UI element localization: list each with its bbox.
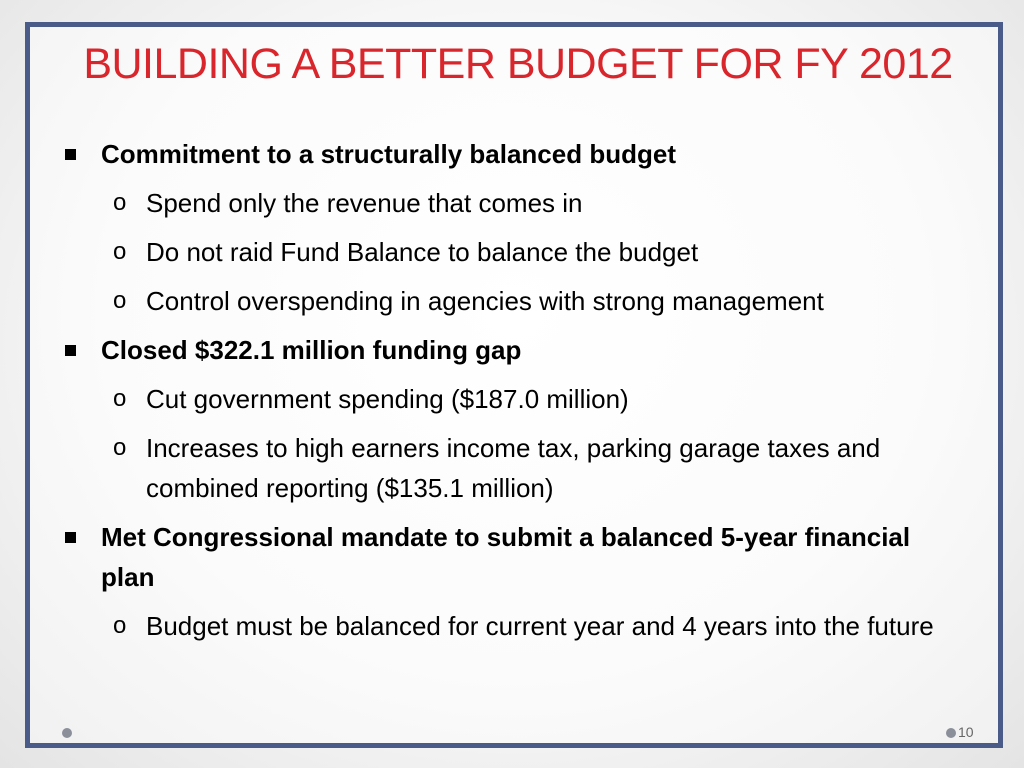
sub-bullet-text: Increases to high earners income tax, parking garage taxes and combined reporting ($135.1 million) [146, 433, 881, 503]
square-bullet-icon [65, 345, 76, 356]
circle-bullet-icon: o [113, 612, 127, 639]
square-bullet-icon [65, 149, 76, 160]
sub-bullet-text: Do not raid Fund Balance to balance the budget [146, 237, 699, 267]
circle-bullet-icon: o [113, 434, 127, 461]
square-bullet-icon [65, 532, 76, 543]
bullet-list [0, 134, 1024, 655]
bullet-item [0, 134, 1024, 174]
circle-bullet-icon: o [113, 287, 127, 314]
bullet-text: Commitment to a structurally balanced budget [101, 139, 676, 169]
bullet-text: Closed $322.1 million funding gap [101, 335, 522, 365]
sub-bullet-text: Cut government spending ($187.0 million) [146, 384, 629, 414]
sub-bullet-item [0, 379, 1024, 419]
sub-bullet-text: Budget must be balanced for current year and 4 years into the future [146, 611, 934, 641]
bullet-item [0, 517, 1024, 597]
circle-bullet-icon: o [113, 385, 127, 412]
sub-bullet-item [0, 606, 1024, 646]
circle-bullet-icon: o [113, 238, 127, 265]
page-number: 10 [958, 724, 974, 740]
left-corner-dot-icon [62, 728, 72, 738]
bullet-item [0, 330, 1024, 370]
sub-bullet-item [0, 428, 1024, 508]
bullet-text: Met Congressional mandate to submit a balanced 5-year financial plan [101, 522, 911, 592]
sub-bullet-item [0, 183, 1024, 223]
sub-bullet-text: Spend only the revenue that comes in [146, 188, 583, 218]
sub-bullet-item [0, 232, 1024, 272]
sub-bullet-item [0, 281, 1024, 321]
circle-bullet-icon: o [113, 189, 127, 216]
slide-title: BUILDING A BETTER BUDGET FOR FY 2012 [83, 40, 953, 88]
right-corner-dot-icon [946, 728, 956, 738]
sub-bullet-text: Control overspending in agencies with strong management [146, 286, 824, 316]
